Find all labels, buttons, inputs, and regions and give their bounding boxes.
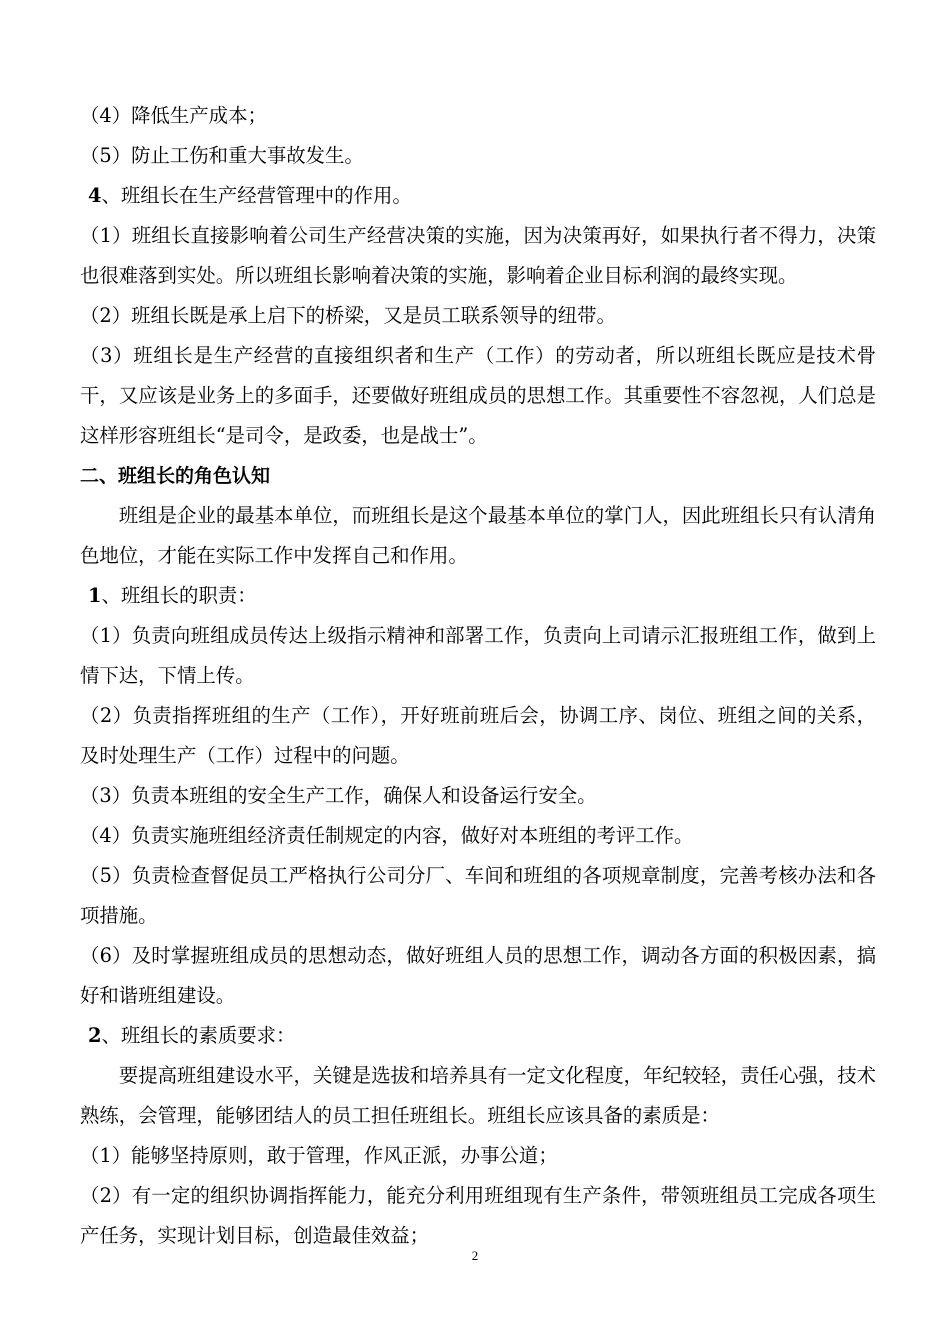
list-item: （1）负责向班组成员传达上级指示精神和部署工作，负责向上司请示汇报班组工作，做到上情下达，下情上传。: [80, 624, 876, 687]
page-number: 2: [471, 1248, 479, 1263]
list-item: （1）班组长直接影响着公司生产经营决策的实施，因为决策再好，如果执行者不得力，决策也很难落到实处。所以班组长影响着决策的实施，影响着企业目标利润的最终实现。: [80, 224, 876, 287]
list-item: （3）班组长是生产经营的直接组织者和生产（工作）的劳动者，所以班组长既应是技术骨干，又应该是业务上的多面手，还要做好班组成员的思想工作。其重要性不容忽视，人们总是这样形容班组长“是司令，是政委，也是战士”。: [80, 344, 876, 447]
section-heading: [80, 1016, 876, 1056]
chapter-heading: 二、班组长的角色认知: [80, 465, 271, 487]
list-item: （6）及时掌握班组成员的思想动态，做好班组人员的思想工作，调动各方面的积极因素，搞好和谐班组建设。: [80, 944, 876, 1007]
section-heading: [80, 176, 876, 216]
list-item: （5）负责检查督促员工严格执行公司分厂、车间和班组的各项规章制度，完善考核办法和各项措施。: [80, 864, 876, 927]
section-title: 、班组长在生产经营管理中的作用。: [101, 184, 412, 207]
list-item: （4）降低生产成本；: [80, 104, 267, 127]
section-number: 2: [88, 1024, 102, 1047]
document-body: [80, 96, 876, 1256]
section-number: 1: [88, 584, 102, 607]
list-item: （2）有一定的组织协调指挥能力，能充分利用班组现有生产条件，带领班组员工完成各项生产任务，实现计划目标，创造最佳效益；: [80, 1184, 876, 1247]
body-paragraph: 班组是企业的最基本单位，而班组长是这个最基本单位的掌门人，因此班组长只有认清角色地位，才能在实际工作中发挥自己和作用。: [80, 504, 876, 567]
section-number: 4: [88, 184, 102, 207]
section-title: 、班组长的素质要求：: [101, 1024, 296, 1047]
list-item: （2）班组长既是承上启下的桥梁，又是员工联系领导的纽带。: [80, 304, 616, 327]
list-item: （2）负责指挥班组的生产（工作），开好班前班后会，协调工序、岗位、班组之间的关系，及时处理生产（工作）过程中的问题。: [80, 704, 876, 767]
list-item: （4）负责实施班组经济责任制规定的内容，做好对本班组的考评工作。: [80, 824, 694, 847]
section-heading: [80, 576, 876, 616]
list-item: （1）能够坚持原则，敢于管理，作风正派，办事公道；: [80, 1144, 558, 1167]
list-item: （3）负责本班组的安全生产工作，确保人和设备运行安全。: [80, 784, 597, 807]
body-paragraph: 要提高班组建设水平，关键是选拔和培养具有一定文化程度，年纪较轻，责任心强，技术熟练，会管理，能够团结人的员工担任班组长。班组长应该具备的素质是：: [80, 1064, 876, 1127]
list-item: （5）防止工伤和重大事故发生。: [80, 144, 364, 167]
section-title: 、班组长的职责：: [101, 584, 257, 607]
